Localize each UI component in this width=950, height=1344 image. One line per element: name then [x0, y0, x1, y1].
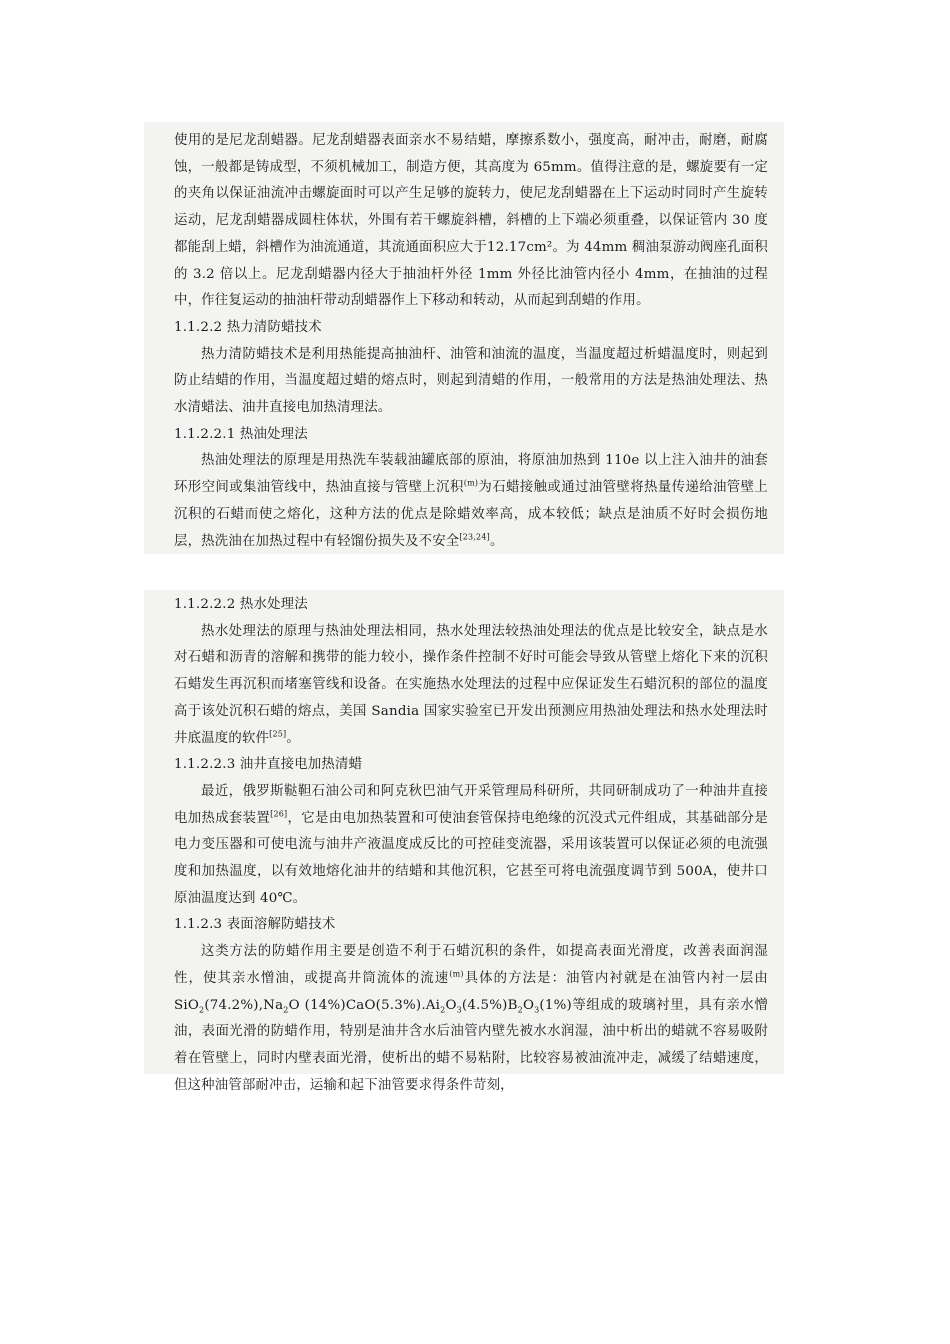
hot-oil-citation: [23,24]	[459, 532, 490, 542]
hot-water-citation: [25]	[269, 729, 287, 739]
formula-sub: 2	[283, 1005, 289, 1015]
surface-text-e: O	[445, 997, 457, 1013]
hot-oil-end: 。	[489, 533, 504, 549]
surface-text-b: 具体的方法是：油管内衬就是在油管内衬一层由 SiO	[174, 970, 768, 1013]
hot-oil-paragraph	[174, 448, 768, 555]
surface-mark: (m)	[449, 969, 464, 979]
surface-text-c: (74.2%),Na	[204, 997, 284, 1013]
heading-surface-dissolution: 1.1.2.3 表面溶解防蜡技术	[174, 917, 336, 933]
heading-hot-water: 1.1.2.2.2 热水处理法	[174, 597, 308, 612]
heading-hot-oil: 1.1.2.2.1 热油处理法	[174, 426, 308, 442]
surface-dissolution-paragraph	[174, 939, 768, 1099]
hot-oil-text-rest: 为石蜡接触或通过油管壁将热量传递给油管壁上沉积的石蜡而使之熔化，这种方法的优点是除蜡效率高，成本较低；缺点是油质不好时会损伤地层，热洗油在加热过程中有轻馏份损失及不安全	[174, 480, 768, 549]
surface-text-f: (4.5%)B	[461, 997, 518, 1013]
formula-sub: 3	[456, 1005, 462, 1015]
electric-heating-citation: [26]	[270, 809, 288, 819]
formula-sub: 2	[440, 1005, 446, 1015]
hot-water-end: 。	[286, 730, 300, 746]
hot-oil-mark: (m)	[463, 478, 479, 488]
hot-water-text: 热水处理法的原理与热油处理法相同，热水处理法较热油处理法的优点是比较安全，缺点是水对石蜡和沥青的溶解和携带的能力较小，操作条件控制不好时可能会导致从管壁上熔化下来的沉积石蜡发生再沉积而堵塞管线和设备。在实施热水处理法的过程中应保证发生石蜡沉积的部位的温度高于该处沉积石蜡的熔点，美国 Sandia 国家实验室已开发出预测应用热油处理法和热水处理法时井底温度的软件	[174, 623, 768, 746]
scan-fragment-bottom	[144, 590, 784, 1093]
surface-text-d: O (14%)CaO(5.3%).Ai	[288, 997, 441, 1013]
nylon-scraper-paragraph: 使用的是尼龙刮蜡器。尼龙刮蜡器表面亲水不易结蜡，摩擦系数小，强度高，耐冲击，耐磨，耐腐蚀，一般都是铸成型，不须机械加工，制造方便，其高度为 65mm。值得注意的是，螺旋要有一定的夹角以保证油流冲击螺旋面时可以产生足够的旋转力，使尼龙刮蜡器在上下运动时同时产生旋转运动，尼龙刮蜡器成圆柱体状，外围有若干螺旋斜槽，斜槽的上下端必须重叠，以保证管内 30 度都能刮上蜡，斜槽作为油流通道，其流通面积应大于12.17cm²。为 44mm 稠油泵游动阀座孔面积的 3.2 倍以上。尼龙刮蜡器内径大于抽油杆外径 1mm 外径比油管内径小 4mm，在抽油的过程中，作往复运动的抽油杆带动刮蜡器作上下移动和转动，从而起到刮蜡的作用。	[174, 133, 768, 309]
electric-heating-text-rest: ，它是由电加热装置和可使油套管保持电绝缘的沉没式元件组成，其基础部分是电力变压器和可使电流与油井产液温度成反比的可控硅变流器，采用该装置可以保证必须的电流强度和加热温度，以有效地熔化油井的结蜡和其他沉积，它甚至可将电流强度调节到 500A，使井口原油温度达到 40℃。	[174, 810, 769, 906]
electric-heating-paragraph	[174, 779, 768, 913]
surface-text-a: 这类方法的防蜡作用主要是创造不利于石蜡沉积的条件，如提高表面光滑度，改善表面润湿性，使其亲水憎油，或提高井筒流体的流速	[174, 944, 768, 986]
formula-sub: 3	[534, 1005, 540, 1015]
thermal-paraffin-paragraph: 热力清防蜡技术是利用热能提高抽油杆、油管和油流的温度，当温度超过析蜡温度时，则起到防止结蜡的作用，当温度超过蜡的熔点时，则起到清蜡的作用，一般常用的方法是热油处理法、热水清蜡法、油井直接电加热清理法。	[174, 346, 768, 416]
scan-fragment-top	[144, 122, 784, 554]
surface-text-g: O	[522, 997, 535, 1013]
heading-electric-heating: 1.1.2.2.3 油井直接电加热清蜡	[174, 757, 363, 773]
electric-heating-text: 最近，俄罗斯鞑靼石油公司和阿克秋巴油气开采管理局科研所，共同研制成功了一种油井直接电加热成套装置	[174, 783, 768, 826]
hot-oil-text: 热油处理法的原理是用热洗车装载油罐底部的原油，将原油加热到 110e 以上注入油井的油套环形空间或集油管线中，热油直接与管壁上沉积	[174, 453, 768, 496]
heading-thermal-paraffin: 1.1.2.2 热力清防蜡技术	[174, 319, 322, 335]
formula-sub: 2	[199, 1005, 205, 1015]
surface-text-h: (1%)等组成的玻璃衬里，具有亲水憎油，表面光滑的防蜡作用，特别是油井含水后油管内壁先被水水润湿，油中析出的蜡就不容易吸附着在管壁上，同时内壁表面光滑，使析出的蜡不易粘附，比较容易被油流冲走，减缓了结蜡速度，但这种油管部耐冲击，运输和起下油管要求得条件苛刻，	[174, 997, 768, 1093]
formula-sub: 2	[517, 1005, 523, 1015]
hot-water-paragraph	[174, 619, 768, 753]
